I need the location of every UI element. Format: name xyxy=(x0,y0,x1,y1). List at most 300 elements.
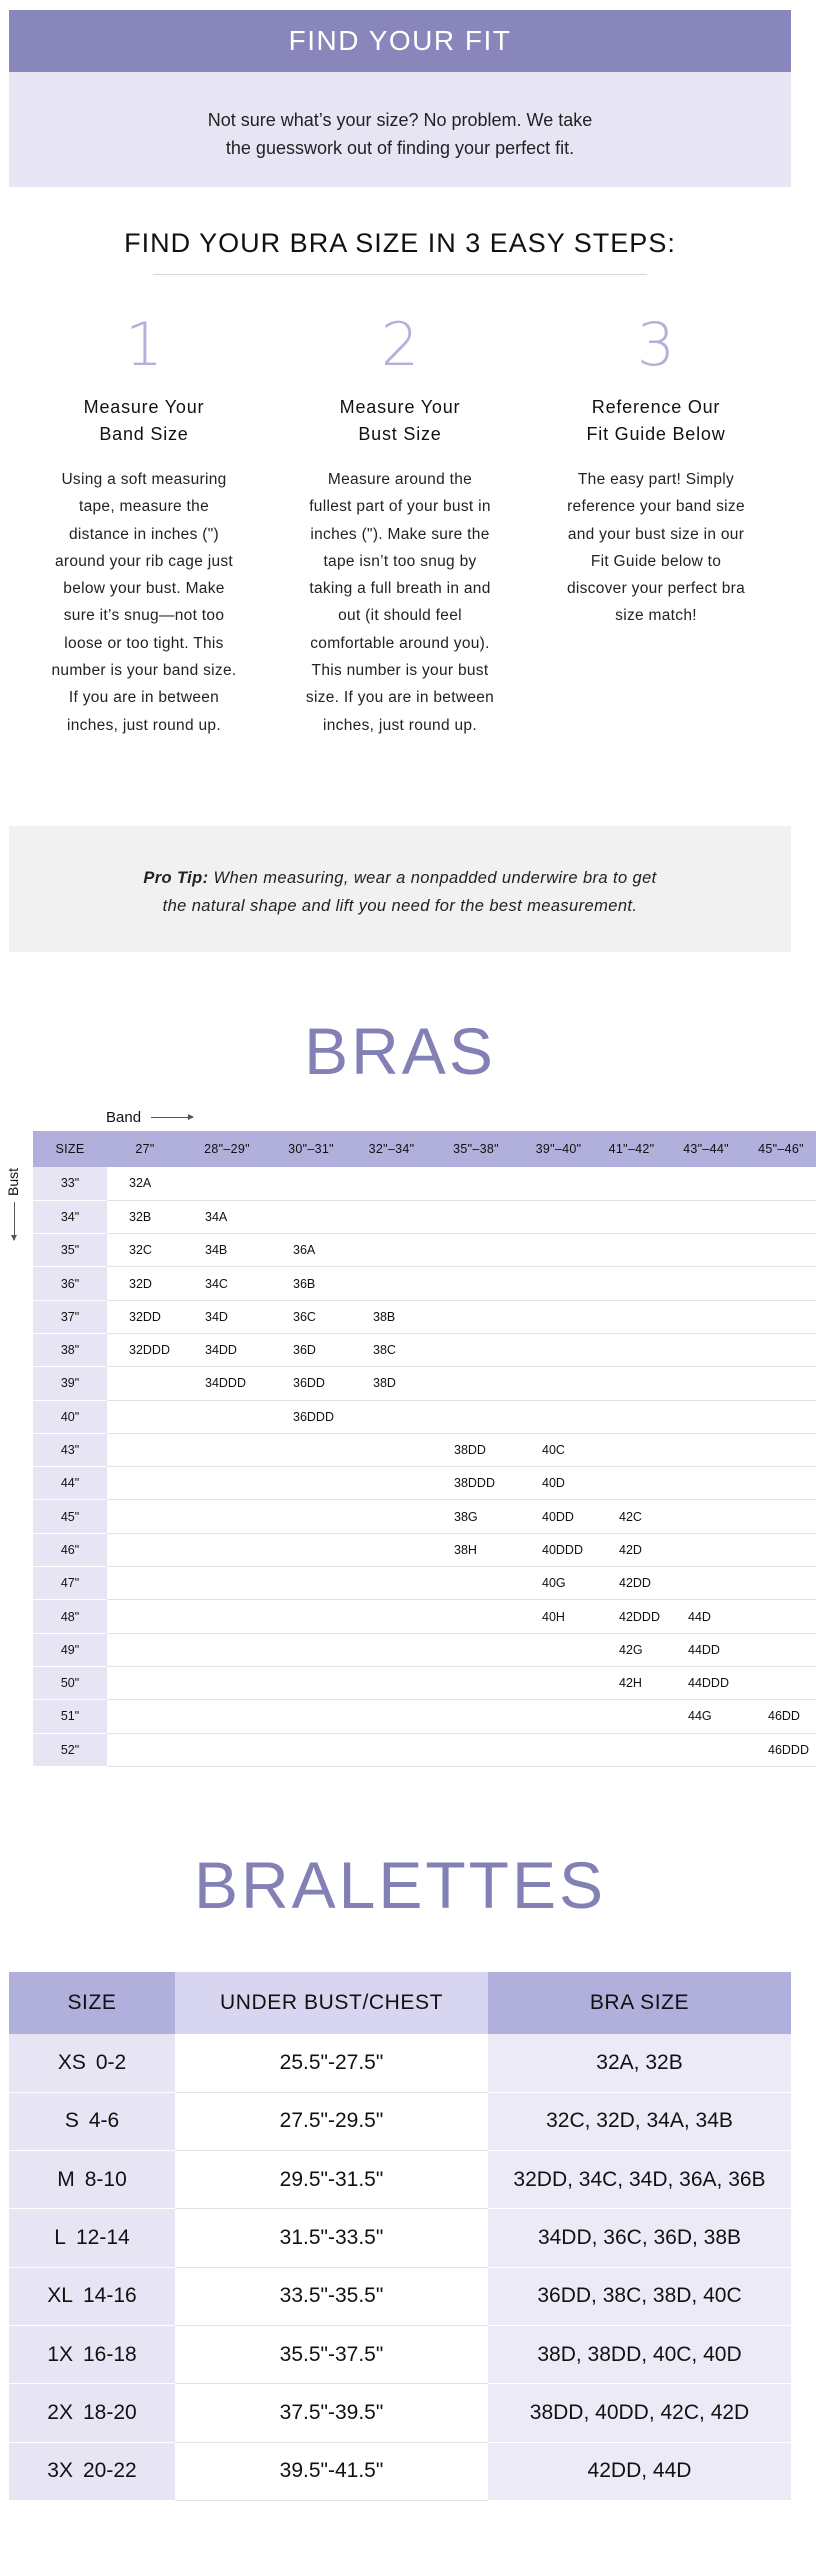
bra-size-cell xyxy=(746,1333,816,1366)
bra-size-cell: 44DDD xyxy=(666,1666,746,1699)
size-letter: 3X xyxy=(47,2459,73,2483)
bra-size-cell xyxy=(271,1700,351,1733)
bra-size-cell: 44D xyxy=(666,1600,746,1633)
bra-size-cell xyxy=(746,1167,816,1200)
step-body xyxy=(36,466,252,739)
table-row xyxy=(9,2092,791,2150)
bra-size-cell xyxy=(271,1433,351,1466)
bra-size-cell xyxy=(432,1400,520,1433)
bra-size-cell: 42C xyxy=(597,1500,666,1533)
step-body-line: tape isn’t too snug by xyxy=(323,552,477,570)
bra-size-cell xyxy=(107,1467,183,1500)
step-number: 3 xyxy=(636,310,676,380)
bra-size-cell: 34D xyxy=(183,1300,271,1333)
bust-size-cell: 51" xyxy=(33,1700,107,1733)
step-body-line: size. If you are in between xyxy=(305,689,495,707)
bra-size-cell: 40DDD xyxy=(520,1533,597,1566)
bust-size-cell: 38" xyxy=(33,1333,107,1366)
bra-size-cell xyxy=(666,1267,746,1300)
bra-size-cell xyxy=(107,1433,183,1466)
table-row xyxy=(33,1500,816,1533)
bra-size-cell xyxy=(666,1467,746,1500)
step-title-line: Band Size xyxy=(99,424,189,444)
bra-size-cell: 32D xyxy=(107,1267,183,1300)
bra-size-cell xyxy=(746,1500,816,1533)
bra-size-cell xyxy=(597,1433,666,1466)
pro-tip-line: the natural shape and lift you need for the best measurement. xyxy=(162,897,638,915)
bra-size-cell xyxy=(271,1467,351,1500)
bra-size-cell xyxy=(271,1600,351,1633)
bra-size-cell xyxy=(351,1467,432,1500)
bra-size-cell xyxy=(351,1666,432,1699)
bra-size-cell xyxy=(666,1234,746,1267)
bra-size-cell xyxy=(271,1200,351,1233)
bra-size-cell: 42H xyxy=(597,1666,666,1699)
bra-size-cell xyxy=(432,1267,520,1300)
step-body-line: This number is your bust xyxy=(311,662,489,680)
bra-size-cell xyxy=(107,1400,183,1433)
size-letter: XL xyxy=(47,2284,73,2308)
step-title-line: Reference Our xyxy=(591,397,721,417)
table-row xyxy=(33,1234,816,1267)
bra-size-cell xyxy=(746,1300,816,1333)
step-body xyxy=(292,466,508,739)
bralette-size-chart xyxy=(9,1972,791,2501)
step-number: 1 xyxy=(124,310,164,380)
step-title-line: Measure Your xyxy=(339,397,461,417)
under-bust-cell: 27.5"-29.5" xyxy=(175,2092,488,2150)
size-range: 14-16 xyxy=(82,2284,137,2308)
bra-size-cell xyxy=(666,1533,746,1566)
bra-size-cell xyxy=(432,1167,520,1200)
step-body-line: loose or too tight. This xyxy=(64,634,224,652)
under-bust-cell: 35.5"-37.5" xyxy=(175,2325,488,2383)
bra-size-cell xyxy=(271,1167,351,1200)
bra-size-cell xyxy=(351,1400,432,1433)
bra-size-cell: 44G xyxy=(666,1700,746,1733)
intro-text xyxy=(9,72,791,187)
bra-size-cell xyxy=(597,1467,666,1500)
step-body-line: If you are in between xyxy=(68,689,220,707)
under-bust-cell: 25.5"-27.5" xyxy=(175,2034,488,2092)
under-bust-cell: 39.5"-41.5" xyxy=(175,2442,488,2500)
bra-chart-header xyxy=(33,1131,816,1167)
bra-size-cell xyxy=(666,1167,746,1200)
bra-size-cell xyxy=(432,1367,520,1400)
step-body-line: taking a full breath in and xyxy=(309,580,491,598)
bra-size-cell xyxy=(271,1733,351,1766)
bra-size-cell: 36DD, 38C, 38D, 40C xyxy=(488,2267,791,2325)
bra-size-cell xyxy=(746,1234,816,1267)
step-body-line: inches ("). Make sure the xyxy=(310,525,490,543)
size-letter: S xyxy=(64,2109,79,2133)
bust-size-cell: 40" xyxy=(33,1400,107,1433)
bra-size-cell: 38D xyxy=(351,1367,432,1400)
size-cell xyxy=(9,2092,175,2150)
bra-size-cell: 32C xyxy=(107,1234,183,1267)
table-row xyxy=(33,1666,816,1699)
bra-size-cell: 32A xyxy=(107,1167,183,1200)
bra-size-cell xyxy=(746,1633,816,1666)
bra-size-cell: 36A xyxy=(271,1234,351,1267)
table-row xyxy=(9,2267,791,2325)
bra-size-cell xyxy=(351,1633,432,1666)
bust-size-cell: 34" xyxy=(33,1200,107,1233)
bra-size-cell: 38H xyxy=(432,1533,520,1566)
bra-size-cell xyxy=(432,1200,520,1233)
bra-size-cell xyxy=(520,1666,597,1699)
step-body-line: around your rib cage just xyxy=(54,552,234,570)
bra-size-cell: 32C, 32D, 34A, 34B xyxy=(488,2092,791,2150)
bra-size-cell xyxy=(183,1700,271,1733)
bra-size-cell xyxy=(271,1666,351,1699)
step-body-line: Using a soft measuring xyxy=(61,471,227,488)
step-body-line: and your bust size in our xyxy=(567,525,745,543)
under-bust-cell: 33.5"-35.5" xyxy=(175,2267,488,2325)
under-bust-cell: 29.5"-31.5" xyxy=(175,2151,488,2209)
table-row xyxy=(33,1367,816,1400)
step-title-line: Fit Guide Below xyxy=(586,424,726,444)
size-range: 8-10 xyxy=(84,2167,127,2191)
bra-size-cell xyxy=(597,1200,666,1233)
bra-size-cell: 34DDD xyxy=(183,1367,271,1400)
bra-size-cell xyxy=(666,1400,746,1433)
step-body-line: fullest part of your bust in xyxy=(309,498,491,516)
step-3 xyxy=(548,310,764,630)
bra-size-cell: 42DD, 44D xyxy=(488,2442,791,2500)
bra-size-cell: 32A, 32B xyxy=(488,2034,791,2092)
bra-size-cell xyxy=(597,1700,666,1733)
bra-size-cell: 34B xyxy=(183,1234,271,1267)
bust-size-cell: 33" xyxy=(33,1167,107,1200)
bra-size-cell xyxy=(666,1300,746,1333)
divider xyxy=(153,274,647,275)
bralette-chart-header xyxy=(9,1972,791,2034)
table-row xyxy=(33,1400,816,1433)
table-row xyxy=(9,2325,791,2383)
bust-axis-label: Bust xyxy=(5,1168,21,1197)
bra-size-cell: 38D, 38DD, 40C, 40D xyxy=(488,2325,791,2383)
bra-size-cell: 36C xyxy=(271,1300,351,1333)
bra-size-cell xyxy=(271,1500,351,1533)
bra-size-cell: 40D xyxy=(520,1467,597,1500)
page-title: FIND YOUR FIT xyxy=(9,10,791,72)
bust-size-cell: 48" xyxy=(33,1600,107,1633)
pro-tip-line xyxy=(9,864,791,892)
size-cell xyxy=(9,2034,175,2092)
table-row xyxy=(33,1267,816,1300)
under-bust-cell: 31.5"-33.5" xyxy=(175,2209,488,2267)
band-column-header: 27" xyxy=(107,1131,183,1167)
bra-size-cell xyxy=(666,1733,746,1766)
band-column-header: 35"–38" xyxy=(432,1131,520,1167)
step-body-line: inches, just round up. xyxy=(67,716,221,734)
bra-size-cell xyxy=(520,1333,597,1366)
bra-size-cell: 38G xyxy=(432,1500,520,1533)
bra-size-cell xyxy=(351,1567,432,1600)
bra-size-cell xyxy=(183,1567,271,1600)
band-column-header: 43"–44" xyxy=(666,1131,746,1167)
size-cell xyxy=(9,2384,175,2442)
intro-line: the guesswork out of finding your perfect fit. xyxy=(225,138,575,158)
step-body-line: discover your perfect bra xyxy=(566,580,746,598)
bra-size-cell xyxy=(432,1567,520,1600)
bra-size-cell xyxy=(432,1633,520,1666)
table-row xyxy=(9,2442,791,2500)
size-range: 0-2 xyxy=(95,2050,127,2074)
step-body xyxy=(548,466,764,630)
arrow-right-icon xyxy=(151,1117,193,1118)
size-cell xyxy=(9,2209,175,2267)
table-row xyxy=(33,1533,816,1566)
bra-size-cell xyxy=(183,1600,271,1633)
bra-size-cell xyxy=(746,1467,816,1500)
band-column-header: 28"–29" xyxy=(183,1131,271,1167)
step-body-line: The easy part! Simply xyxy=(577,471,735,488)
bust-size-cell: 43" xyxy=(33,1433,107,1466)
bra-size-cell xyxy=(271,1533,351,1566)
step-number: 2 xyxy=(380,310,420,380)
bust-size-cell: 50" xyxy=(33,1666,107,1699)
band-column-header: 41"–42" xyxy=(597,1131,666,1167)
bra-size-cell: 42G xyxy=(597,1633,666,1666)
bust-size-cell: 37" xyxy=(33,1300,107,1333)
pro-tip-text: When measuring, wear a nonpadded underwire bra to get xyxy=(208,869,657,887)
table-row xyxy=(33,1167,816,1200)
bra-size-cell xyxy=(666,1567,746,1600)
bra-size-cell: 40C xyxy=(520,1433,597,1466)
size-letter: XS xyxy=(57,2050,86,2074)
bra-size-cell xyxy=(107,1733,183,1766)
table-row xyxy=(33,1567,816,1600)
bra-size-cell xyxy=(597,1167,666,1200)
bra-size-cell xyxy=(183,1400,271,1433)
bra-size-cell xyxy=(432,1666,520,1699)
bra-size-cell xyxy=(351,1500,432,1533)
bra-size-cell xyxy=(520,1234,597,1267)
step-title xyxy=(36,394,252,448)
size-range: 12-14 xyxy=(75,2226,130,2250)
bust-size-cell: 49" xyxy=(33,1633,107,1666)
bust-size-cell: 36" xyxy=(33,1267,107,1300)
bra-size-cell xyxy=(107,1700,183,1733)
bra-size-cell xyxy=(520,1700,597,1733)
bust-size-cell: 39" xyxy=(33,1367,107,1400)
bra-size-cell: 40G xyxy=(520,1567,597,1600)
table-row xyxy=(9,2209,791,2267)
step-body-line: size match! xyxy=(615,607,697,625)
table-row xyxy=(33,1433,816,1466)
bra-size-cell xyxy=(351,1700,432,1733)
bra-size-cell: 36DD xyxy=(271,1367,351,1400)
bra-size-cell xyxy=(597,1400,666,1433)
size-range: 16-18 xyxy=(82,2342,137,2366)
bra-size-cell xyxy=(666,1433,746,1466)
bust-size-cell: 35" xyxy=(33,1234,107,1267)
step-body-line: sure it’s snug—not too xyxy=(63,607,225,625)
bra-size-cell xyxy=(746,1200,816,1233)
step-body-line: distance in inches (") xyxy=(69,525,219,543)
pro-tip-label: Pro Tip: xyxy=(143,869,209,887)
size-letter: M xyxy=(57,2167,75,2191)
bust-size-cell: 52" xyxy=(33,1733,107,1766)
table-row xyxy=(33,1700,816,1733)
bra-size-cell xyxy=(520,1400,597,1433)
bra-size-cell xyxy=(746,1567,816,1600)
table-row xyxy=(9,2384,791,2442)
bra-size-cell: 36D xyxy=(271,1333,351,1366)
bra-size-cell xyxy=(597,1234,666,1267)
step-body-line: reference your band size xyxy=(567,498,745,516)
step-title-line: Measure Your xyxy=(83,397,205,417)
bra-size-cell xyxy=(432,1733,520,1766)
table-row xyxy=(9,2151,791,2209)
bra-size-cell xyxy=(351,1533,432,1566)
bra-size-cell xyxy=(746,1600,816,1633)
bra-size-cell xyxy=(107,1367,183,1400)
step-body-line: tape, measure the xyxy=(78,498,210,516)
band-column-header: 39"–40" xyxy=(520,1131,597,1167)
bra-size-cell xyxy=(183,1467,271,1500)
step-body-line: comfortable around you). xyxy=(310,634,490,652)
bra-size-cell xyxy=(597,1300,666,1333)
bra-size-cell xyxy=(432,1700,520,1733)
bra-size-cell xyxy=(520,1267,597,1300)
bra-size-chart xyxy=(33,1131,816,1767)
column-header: SIZE xyxy=(9,1972,175,2034)
bra-size-cell xyxy=(107,1500,183,1533)
step-body-line: inches, just round up. xyxy=(323,716,477,734)
bra-size-cell xyxy=(520,1167,597,1200)
bra-size-cell xyxy=(432,1300,520,1333)
bra-size-cell xyxy=(183,1533,271,1566)
bra-size-cell: 32DD, 34C, 34D, 36A, 36B xyxy=(488,2151,791,2209)
bra-size-cell xyxy=(271,1567,351,1600)
bra-size-cell xyxy=(183,1167,271,1200)
column-header: UNDER BUST/CHEST xyxy=(175,1972,488,2034)
bra-size-cell: 42D xyxy=(597,1533,666,1566)
step-body-line: out (it should feel xyxy=(338,607,462,625)
table-row xyxy=(33,1300,816,1333)
pro-tip xyxy=(9,826,791,952)
steps-heading: FIND YOUR BRA SIZE IN 3 EASY STEPS: xyxy=(124,228,676,258)
intro-line: Not sure what’s your size? No problem. We take xyxy=(207,110,593,130)
size-range: 4-6 xyxy=(88,2109,120,2133)
bra-size-cell: 38DD xyxy=(432,1433,520,1466)
bra-size-cell xyxy=(432,1333,520,1366)
under-bust-cell: 37.5"-39.5" xyxy=(175,2384,488,2442)
bra-size-cell xyxy=(351,1167,432,1200)
band-column-header: 45"–46" xyxy=(746,1131,816,1167)
bra-size-cell: 36B xyxy=(271,1267,351,1300)
bust-size-cell: 46" xyxy=(33,1533,107,1566)
bra-size-cell xyxy=(351,1234,432,1267)
bra-size-cell xyxy=(183,1500,271,1533)
size-cell xyxy=(9,2325,175,2383)
bra-size-cell xyxy=(107,1533,183,1566)
size-range: 18-20 xyxy=(82,2400,137,2424)
bra-size-cell xyxy=(666,1333,746,1366)
bras-heading: BRAS xyxy=(304,1014,496,1088)
bra-size-cell xyxy=(271,1633,351,1666)
bra-size-cell xyxy=(107,1600,183,1633)
size-cell xyxy=(9,2267,175,2325)
bust-size-cell: 47" xyxy=(33,1567,107,1600)
step-title-line: Bust Size xyxy=(358,424,442,444)
size-range: 20-22 xyxy=(82,2459,137,2483)
bra-size-cell xyxy=(520,1367,597,1400)
bra-size-cell xyxy=(351,1267,432,1300)
bra-size-cell xyxy=(183,1633,271,1666)
bra-size-cell xyxy=(520,1300,597,1333)
bra-size-cell xyxy=(746,1433,816,1466)
bra-size-cell xyxy=(351,1600,432,1633)
bra-size-cell xyxy=(666,1367,746,1400)
bra-size-cell: 42DDD xyxy=(597,1600,666,1633)
size-letter: 1X xyxy=(47,2342,73,2366)
band-axis-label: Band xyxy=(106,1109,142,1126)
table-row xyxy=(33,1333,816,1366)
bra-size-cell: 38DDD xyxy=(432,1467,520,1500)
bra-size-cell xyxy=(666,1200,746,1233)
bra-size-cell: 44DD xyxy=(666,1633,746,1666)
bra-size-cell xyxy=(183,1433,271,1466)
step-body-line: Measure around the xyxy=(327,471,473,488)
bra-size-cell xyxy=(183,1733,271,1766)
bra-size-cell: 40H xyxy=(520,1600,597,1633)
bra-size-cell xyxy=(666,1500,746,1533)
bra-size-cell: 34DD xyxy=(183,1333,271,1366)
bra-size-cell: 46DDD xyxy=(746,1733,816,1766)
step-body-line: below your bust. Make xyxy=(63,580,225,598)
bra-size-cell xyxy=(520,1633,597,1666)
bust-size-cell: 44" xyxy=(33,1467,107,1500)
bra-size-cell xyxy=(432,1600,520,1633)
bra-size-cell: 38B xyxy=(351,1300,432,1333)
size-cell xyxy=(9,2151,175,2209)
bra-size-cell xyxy=(746,1533,816,1566)
bra-size-cell: 32DDD xyxy=(107,1333,183,1366)
step-title xyxy=(292,394,508,448)
bra-size-cell xyxy=(597,1367,666,1400)
bra-size-cell xyxy=(107,1567,183,1600)
bra-size-cell xyxy=(351,1200,432,1233)
bra-size-cell xyxy=(597,1333,666,1366)
size-cell xyxy=(9,2442,175,2500)
size-letter: 2X xyxy=(47,2400,73,2424)
bra-size-cell: 38C xyxy=(351,1333,432,1366)
bra-size-cell xyxy=(746,1400,816,1433)
table-row xyxy=(33,1633,816,1666)
step-body-line: number is your band size. xyxy=(51,662,237,680)
bra-size-cell: 46DD xyxy=(746,1700,816,1733)
arrow-down-icon xyxy=(14,1202,15,1240)
bra-size-cell xyxy=(597,1733,666,1766)
bra-size-cell xyxy=(107,1666,183,1699)
bra-size-cell xyxy=(107,1633,183,1666)
band-column-header: 30"–31" xyxy=(271,1131,351,1167)
step-1 xyxy=(36,310,252,739)
bust-size-cell: 45" xyxy=(33,1500,107,1533)
bra-size-cell xyxy=(746,1367,816,1400)
table-row xyxy=(33,1733,816,1766)
bra-size-cell: 32DD xyxy=(107,1300,183,1333)
table-row xyxy=(33,1600,816,1633)
step-2 xyxy=(292,310,508,739)
table-row xyxy=(33,1467,816,1500)
size-column-header: SIZE xyxy=(33,1131,107,1167)
bra-size-cell xyxy=(597,1267,666,1300)
